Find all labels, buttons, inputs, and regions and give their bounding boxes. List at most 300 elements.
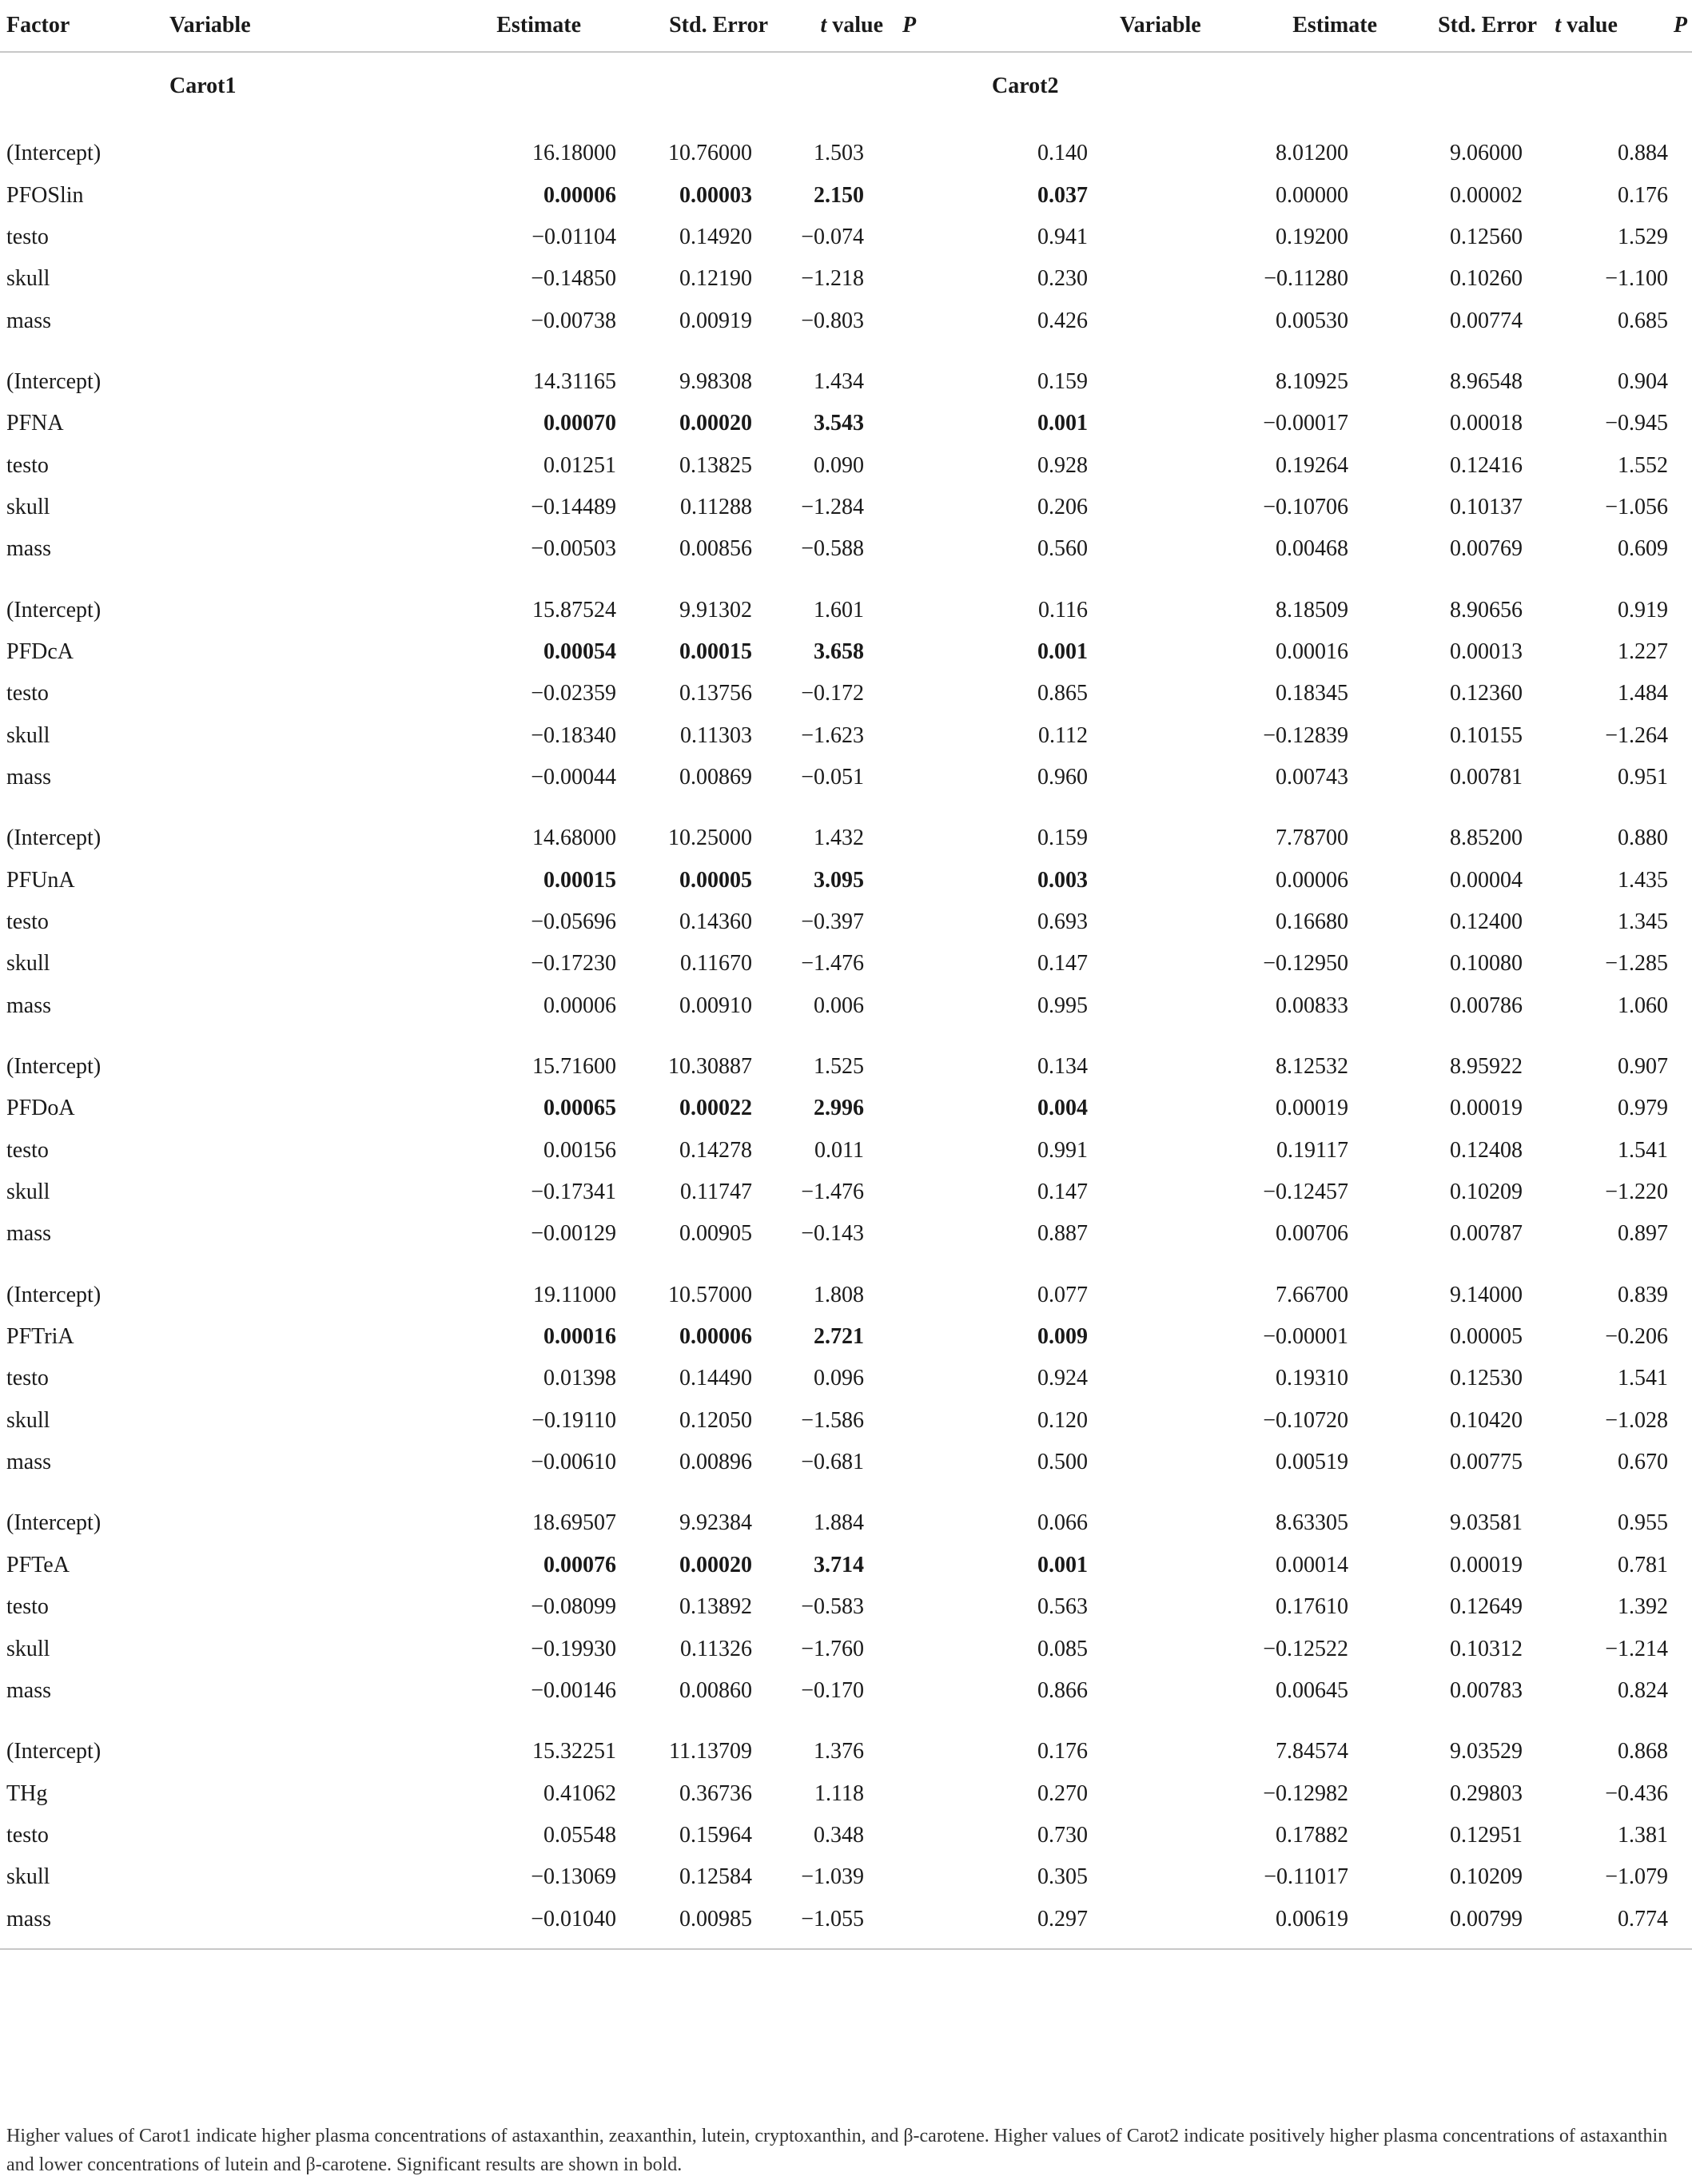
table-row — [0, 1088, 1692, 1129]
table-row — [0, 757, 1692, 798]
cell-std-error-carot2: 0.00775 — [1450, 1450, 1523, 1475]
cell-t-value-carot2: 0.951 — [1618, 764, 1669, 790]
cell-std-error-carot2: 0.10209 — [1450, 1180, 1523, 1205]
cell-variable: PFOSlin — [6, 182, 84, 208]
cell-t-value-carot2: 1.484 — [1618, 681, 1669, 706]
cell-variable: testo — [6, 224, 49, 249]
cell-estimate-carot2: −0.10706 — [1263, 494, 1349, 519]
cell-variable: PFDcA — [6, 638, 74, 664]
cell-std-error-carot1: 0.00919 — [679, 308, 753, 333]
cell-std-error-carot2: 0.00783 — [1450, 1677, 1523, 1703]
cell-std-error-carot1: 0.00910 — [679, 993, 753, 1018]
cell-variable: testo — [6, 681, 49, 706]
cell-std-error-carot2: 0.00005 — [1450, 1324, 1523, 1350]
cell-t-value-carot1: −0.583 — [801, 1594, 865, 1620]
group-header-row — [0, 52, 1692, 120]
cell-t-value-carot2: 0.685 — [1618, 308, 1669, 333]
cell-std-error-carot1: 0.00003 — [679, 182, 753, 208]
cell-variable: mass — [6, 1221, 51, 1247]
cell-estimate-carot1: −0.08099 — [531, 1594, 617, 1620]
cell-std-error-carot1: 0.14920 — [679, 224, 753, 249]
cell-variable: skull — [6, 722, 50, 748]
cell-variable: skull — [6, 494, 50, 519]
cell-std-error-carot2: 0.10137 — [1450, 494, 1523, 519]
cell-p-carot1: 0.426 — [1037, 308, 1089, 333]
cell-t-value-carot1: 1.503 — [814, 141, 865, 166]
cell-t-value-carot1: −0.170 — [801, 1677, 865, 1703]
cell-std-error-carot1: 10.30887 — [668, 1054, 753, 1080]
cell-std-error-carot1: 0.11326 — [680, 1636, 753, 1661]
cell-std-error-carot2: 0.12951 — [1450, 1822, 1523, 1848]
cell-estimate-carot2: 0.19310 — [1276, 1366, 1349, 1391]
cell-t-value-carot1: −0.803 — [801, 308, 865, 333]
cell-t-value-carot2: 1.541 — [1618, 1137, 1669, 1163]
cell-std-error-carot2: 9.14000 — [1450, 1282, 1523, 1307]
cell-t-value-carot2: 0.868 — [1618, 1739, 1669, 1764]
cell-estimate-carot2: 0.00706 — [1276, 1221, 1349, 1247]
table-footnote: Higher values of Carot1 indicate higher plasma concentrations of astaxanthin, zeaxanthin, lutein, cryptoxanthin, and β-carotene. Higher values of Carot2 indicate positively higher plasma concentrations of astaxanthin and lower concentrations of lutein and β-carotene. Significant results are shown in bold. — [6, 2126, 1668, 2175]
cell-p-carot1: 0.066 — [1037, 1510, 1089, 1536]
cell-std-error-carot1: 0.13756 — [679, 681, 753, 706]
cell-estimate-carot1: 15.71600 — [532, 1054, 617, 1080]
cell-std-error-carot2: 0.12360 — [1450, 681, 1523, 706]
cell-t-value-carot1: 1.118 — [814, 1780, 865, 1806]
cell-std-error-carot2: 0.00018 — [1450, 411, 1523, 436]
cell-estimate-carot2: 8.01200 — [1276, 141, 1349, 166]
cell-p-carot1: 0.140 — [1037, 141, 1089, 166]
table-row — [0, 444, 1692, 486]
cell-std-error-carot2: 0.10080 — [1450, 951, 1523, 977]
cell-std-error-carot1: 0.14360 — [679, 909, 753, 935]
cell-estimate-carot2: −0.11017 — [1264, 1864, 1349, 1890]
block-spacer — [0, 342, 1692, 361]
header-t-p-right: t value P — [1555, 13, 1688, 38]
cell-variable: (Intercept) — [6, 368, 102, 394]
cell-t-value-carot1: 1.884 — [814, 1510, 865, 1536]
cell-estimate-carot2: −0.00001 — [1263, 1324, 1349, 1350]
cell-estimate-carot1: −0.14489 — [531, 494, 617, 519]
cell-t-value-carot1: 3.543 — [814, 411, 865, 436]
table-row — [0, 1046, 1692, 1088]
cell-t-value-carot1: 0.348 — [814, 1822, 865, 1848]
cell-variable: mass — [6, 536, 51, 562]
cell-estimate-carot1: −0.01104 — [531, 224, 617, 249]
cell-estimate-carot1: 0.41062 — [543, 1780, 617, 1806]
cell-t-value-carot1: 1.434 — [814, 368, 865, 394]
cell-t-value-carot2: 0.839 — [1618, 1282, 1669, 1307]
cell-std-error-carot1: 0.36736 — [679, 1780, 753, 1806]
cell-p-carot1: 0.003 — [1037, 867, 1089, 893]
cell-estimate-carot1: 0.00016 — [543, 1324, 617, 1350]
cell-variable: mass — [6, 1677, 51, 1703]
cell-variable: (Intercept) — [6, 597, 102, 623]
cell-estimate-carot1: −0.19110 — [531, 1407, 617, 1433]
cell-std-error-carot2: 9.06000 — [1450, 141, 1523, 166]
cell-std-error-carot1: 0.12050 — [679, 1407, 753, 1433]
cell-t-value-carot2: −1.056 — [1605, 494, 1669, 519]
cell-estimate-carot2: 0.00000 — [1276, 182, 1349, 208]
table-row — [0, 1316, 1692, 1358]
cell-t-value-carot1: −0.588 — [801, 536, 865, 562]
cell-p-carot1: 0.991 — [1037, 1137, 1089, 1163]
cell-estimate-carot2: −0.12982 — [1263, 1780, 1349, 1806]
cell-t-value-carot2: 1.060 — [1618, 993, 1669, 1018]
header-estimate-left: Estimate — [496, 13, 582, 38]
cell-std-error-carot2: 0.10420 — [1450, 1407, 1523, 1433]
cell-p-carot1: 0.159 — [1037, 825, 1089, 851]
cell-variable: skull — [6, 1407, 50, 1433]
header-t-value-left: t value — [820, 13, 884, 38]
cell-t-value-carot1: 2.150 — [814, 182, 865, 208]
cell-std-error-carot2: 0.10209 — [1450, 1864, 1523, 1890]
cell-p-carot1: 0.004 — [1037, 1096, 1089, 1121]
cell-t-value-carot1: −1.218 — [801, 266, 865, 292]
cell-estimate-carot1: 15.87524 — [532, 597, 617, 623]
cell-estimate-carot1: −0.02359 — [531, 681, 617, 706]
block-spacer — [0, 1255, 1692, 1275]
cell-estimate-carot2: 0.00014 — [1276, 1552, 1349, 1577]
cell-std-error-carot2: 9.03581 — [1450, 1510, 1523, 1536]
cell-p-carot1: 0.147 — [1037, 951, 1089, 977]
cell-variable: PFTeA — [6, 1552, 70, 1577]
cell-std-error-carot2: 0.00781 — [1450, 764, 1523, 790]
cell-estimate-carot1: −0.14850 — [531, 266, 617, 292]
table-body — [0, 120, 1692, 1949]
header-std-error-right: Std. Error — [1438, 13, 1538, 38]
table-row — [0, 133, 1692, 174]
cell-std-error-carot1: 0.00022 — [679, 1096, 753, 1121]
table-row — [0, 1731, 1692, 1772]
cell-t-value-carot2: −1.028 — [1605, 1407, 1669, 1433]
cell-t-value-carot2: 0.904 — [1618, 368, 1669, 394]
cell-estimate-carot2: 0.16680 — [1276, 909, 1349, 935]
cell-p-carot1: 0.941 — [1037, 224, 1089, 249]
table-row — [0, 1358, 1692, 1399]
cell-estimate-carot1: 0.00006 — [543, 182, 617, 208]
header-variable-right: Variable — [1120, 13, 1201, 38]
cell-variable: testo — [6, 452, 49, 478]
cell-t-value-carot1: −1.476 — [801, 1180, 865, 1205]
cell-t-value-carot1: 0.006 — [814, 993, 865, 1018]
cell-std-error-carot1: 0.00856 — [679, 536, 753, 562]
cell-std-error-carot2: 9.03529 — [1450, 1739, 1523, 1764]
cell-t-value-carot1: 1.432 — [814, 825, 865, 851]
cell-estimate-carot1: −0.00738 — [531, 308, 617, 333]
cell-std-error-carot1: 0.11303 — [680, 722, 753, 748]
cell-std-error-carot2: 0.00787 — [1450, 1221, 1523, 1247]
table-row — [0, 1213, 1692, 1255]
cell-variable: PFTriA — [6, 1324, 74, 1350]
cell-estimate-carot2: −0.12457 — [1263, 1180, 1349, 1205]
cell-estimate-carot1: −0.01040 — [531, 1906, 617, 1931]
table-row — [0, 528, 1692, 570]
cell-std-error-carot1: 0.15964 — [679, 1822, 753, 1848]
cell-estimate-carot2: −0.11280 — [1264, 266, 1349, 292]
cell-t-value-carot1: 1.525 — [814, 1054, 865, 1080]
table-row — [0, 487, 1692, 528]
table-row — [0, 1130, 1692, 1172]
cell-std-error-carot2: 0.00786 — [1450, 993, 1523, 1018]
cell-p-carot1: 0.077 — [1037, 1282, 1089, 1307]
cell-variable: PFNA — [6, 411, 64, 436]
cell-variable: mass — [6, 993, 51, 1018]
block-spacer — [0, 120, 1692, 133]
table-row — [0, 1815, 1692, 1856]
cell-t-value-carot1: 0.011 — [814, 1137, 865, 1163]
cell-t-value-carot1: −1.760 — [801, 1636, 865, 1661]
cell-p-carot1: 0.159 — [1037, 368, 1089, 394]
cell-t-value-carot1: −1.623 — [801, 722, 865, 748]
cell-variable: THg — [6, 1780, 48, 1806]
table-row — [0, 1772, 1692, 1814]
cell-estimate-carot1: −0.00610 — [531, 1450, 617, 1475]
cell-std-error-carot1: 0.12190 — [679, 266, 753, 292]
cell-std-error-carot2: 8.85200 — [1450, 825, 1523, 851]
table-row — [0, 1628, 1692, 1669]
cell-t-value-carot2: 0.774 — [1618, 1906, 1669, 1931]
cell-estimate-carot2: 0.00833 — [1276, 993, 1349, 1018]
cell-estimate-carot1: −0.00146 — [531, 1677, 617, 1703]
cell-t-value-carot2: 0.955 — [1618, 1510, 1669, 1536]
table-row — [0, 1545, 1692, 1586]
cell-std-error-carot2: 0.12649 — [1450, 1594, 1523, 1620]
cell-estimate-carot2: 0.00743 — [1276, 764, 1349, 790]
cell-std-error-carot1: 0.00015 — [679, 638, 753, 664]
cell-p-carot1: 0.563 — [1037, 1594, 1089, 1620]
table-bottom-rule — [0, 1940, 1692, 1949]
cell-std-error-carot1: 0.00020 — [679, 1552, 753, 1577]
cell-p-carot1: 0.270 — [1037, 1780, 1089, 1806]
cell-p-carot1: 0.928 — [1037, 452, 1089, 478]
cell-p-carot1: 0.297 — [1037, 1906, 1089, 1931]
cell-estimate-carot1: 14.68000 — [532, 825, 617, 851]
table-row — [0, 1586, 1692, 1628]
cell-p-carot1: 0.500 — [1037, 1450, 1089, 1475]
cell-estimate-carot2: −0.10720 — [1263, 1407, 1349, 1433]
cell-t-value-carot2: −0.436 — [1605, 1780, 1669, 1806]
cell-estimate-carot2: 0.00006 — [1276, 867, 1349, 893]
cell-estimate-carot1: 19.11000 — [533, 1282, 617, 1307]
cell-variable: mass — [6, 308, 51, 333]
cell-estimate-carot1: 0.00156 — [543, 1137, 617, 1163]
cell-p-carot1: 0.120 — [1037, 1407, 1089, 1433]
cell-std-error-carot2: 8.96548 — [1450, 368, 1523, 394]
cell-p-carot1: 0.037 — [1037, 182, 1089, 208]
cell-estimate-carot2: 0.19264 — [1276, 452, 1349, 478]
cell-p-carot1: 0.960 — [1037, 764, 1089, 790]
cell-std-error-carot1: 10.25000 — [668, 825, 753, 851]
cell-estimate-carot1: 0.01398 — [543, 1366, 617, 1391]
cell-std-error-carot2: 0.12400 — [1450, 909, 1523, 935]
cell-std-error-carot1: 9.98308 — [679, 368, 753, 394]
cell-estimate-carot1: −0.18340 — [531, 722, 617, 748]
table-row — [0, 714, 1692, 756]
cell-t-value-carot2: 0.176 — [1618, 182, 1669, 208]
cell-variable: (Intercept) — [6, 825, 102, 851]
cell-t-value-carot2: 1.552 — [1618, 452, 1669, 478]
cell-t-value-carot1: −0.074 — [801, 224, 865, 249]
table-row — [0, 258, 1692, 300]
cell-estimate-carot2: 8.10925 — [1276, 368, 1349, 394]
cell-t-value-carot2: −1.285 — [1605, 951, 1669, 977]
cell-t-value-carot2: 0.884 — [1618, 141, 1669, 166]
cell-variable: skull — [6, 1180, 50, 1205]
cell-t-value-carot1: 3.095 — [814, 867, 865, 893]
cell-estimate-carot1: 18.69507 — [532, 1510, 617, 1536]
cell-estimate-carot1: 0.00076 — [543, 1552, 617, 1577]
cell-std-error-carot2: 0.12560 — [1450, 224, 1523, 249]
cell-variable: (Intercept) — [6, 1510, 102, 1536]
cell-estimate-carot1: 0.00006 — [543, 993, 617, 1018]
cell-t-value-carot1: −1.586 — [801, 1407, 865, 1433]
block-spacer — [0, 1483, 1692, 1502]
cell-t-value-carot1: −0.143 — [801, 1221, 865, 1247]
cell-estimate-carot2: −0.12839 — [1263, 722, 1349, 748]
block-spacer — [0, 570, 1692, 589]
cell-t-value-carot1: 0.096 — [814, 1366, 865, 1391]
block-spacer — [0, 1027, 1692, 1046]
cell-p-carot1: 0.085 — [1037, 1636, 1089, 1661]
cell-estimate-carot2: 7.66700 — [1276, 1282, 1349, 1307]
cell-t-value-carot1: 1.601 — [814, 597, 865, 623]
cell-std-error-carot2: 0.00799 — [1450, 1906, 1523, 1931]
group-label-carot2: Carot2 — [992, 52, 1564, 120]
cell-t-value-carot2: −0.945 — [1605, 411, 1669, 436]
table-row — [0, 1172, 1692, 1213]
cell-t-value-carot2: −1.100 — [1605, 266, 1669, 292]
cell-estimate-carot1: 0.01251 — [543, 452, 617, 478]
cell-estimate-carot2: 0.00519 — [1276, 1450, 1349, 1475]
cell-std-error-carot1: 0.12584 — [679, 1864, 753, 1890]
cell-t-value-carot1: −0.051 — [801, 764, 865, 790]
cell-std-error-carot1: 0.00005 — [679, 867, 753, 893]
block-spacer — [0, 798, 1692, 818]
cell-std-error-carot1: 10.76000 — [668, 141, 753, 166]
table-row — [0, 300, 1692, 341]
cell-variable: mass — [6, 764, 51, 790]
cell-estimate-carot2: −0.12522 — [1263, 1636, 1349, 1661]
cell-std-error-carot1: 0.13892 — [679, 1594, 753, 1620]
cell-variable: (Intercept) — [6, 1282, 102, 1307]
cell-std-error-carot1: 0.13825 — [679, 452, 753, 478]
cell-p-carot1: 0.147 — [1037, 1180, 1089, 1205]
cell-variable: testo — [6, 1366, 49, 1391]
cell-p-carot1: 0.001 — [1037, 638, 1089, 664]
cell-std-error-carot2: 0.00774 — [1450, 308, 1523, 333]
table-row — [0, 1442, 1692, 1483]
cell-t-value-carot2: 1.541 — [1618, 1366, 1669, 1391]
cell-t-value-carot2: −1.220 — [1605, 1180, 1669, 1205]
cell-variable: PFDoA — [6, 1096, 75, 1121]
cell-t-value-carot1: 2.721 — [814, 1324, 865, 1350]
cell-estimate-carot2: −0.00017 — [1263, 411, 1349, 436]
cell-p-carot1: 0.560 — [1037, 536, 1089, 562]
cell-estimate-carot2: 0.17610 — [1276, 1594, 1349, 1620]
table-row — [0, 1898, 1692, 1939]
cell-p-carot1: 0.009 — [1037, 1324, 1089, 1350]
cell-std-error-carot1: 0.00860 — [679, 1677, 753, 1703]
cell-estimate-carot1: 14.31165 — [533, 368, 617, 394]
cell-t-value-carot2: −1.079 — [1605, 1864, 1669, 1890]
cell-t-value-carot2: 1.227 — [1618, 638, 1669, 664]
group-label-carot1: Carot1 — [169, 52, 896, 120]
cell-estimate-carot1: 15.32251 — [532, 1739, 617, 1764]
cell-estimate-carot1: 0.00065 — [543, 1096, 617, 1121]
cell-t-value-carot1: −1.476 — [801, 951, 865, 977]
cell-p-carot1: 0.001 — [1037, 1552, 1089, 1577]
cell-std-error-carot1: 0.11670 — [680, 951, 753, 977]
cell-t-value-carot2: 0.907 — [1618, 1054, 1669, 1080]
cell-std-error-carot2: 0.12416 — [1450, 452, 1523, 478]
cell-std-error-carot2: 0.10260 — [1450, 266, 1523, 292]
cell-t-value-carot2: 1.529 — [1618, 224, 1669, 249]
cell-std-error-carot1: 0.00896 — [679, 1450, 753, 1475]
cell-variable: testo — [6, 1822, 49, 1848]
cell-p-carot1: 0.730 — [1037, 1822, 1089, 1848]
cell-variable: mass — [6, 1450, 51, 1475]
cell-std-error-carot2: 0.00769 — [1450, 536, 1523, 562]
cell-variable: PFUnA — [6, 867, 75, 893]
cell-std-error-carot1: 0.14278 — [679, 1137, 753, 1163]
header-variable-left: Variable — [169, 13, 251, 38]
cell-t-value-carot1: 0.090 — [814, 452, 865, 478]
table-row — [0, 1670, 1692, 1712]
table-row — [0, 860, 1692, 901]
cell-variable: skull — [6, 1636, 50, 1661]
table-row — [0, 403, 1692, 444]
table-row — [0, 673, 1692, 714]
table-row — [0, 174, 1692, 216]
cell-t-value-carot2: 0.609 — [1618, 536, 1669, 562]
cell-t-value-carot1: 3.658 — [814, 638, 865, 664]
cell-t-value-carot2: 0.897 — [1618, 1221, 1669, 1247]
table-row — [0, 985, 1692, 1027]
table-row — [0, 818, 1692, 859]
cell-std-error-carot2: 0.10312 — [1450, 1636, 1523, 1661]
cell-t-value-carot2: 0.979 — [1618, 1096, 1669, 1121]
cell-estimate-carot1: −0.05696 — [531, 909, 617, 935]
header-estimate-right: Estimate — [1292, 13, 1378, 38]
cell-estimate-carot1: 0.00070 — [543, 411, 617, 436]
cell-p-carot1: 0.001 — [1037, 411, 1089, 436]
cell-t-value-carot2: −1.264 — [1605, 722, 1669, 748]
cell-estimate-carot2: 7.84574 — [1276, 1739, 1349, 1764]
cell-estimate-carot2: 0.00019 — [1276, 1096, 1349, 1121]
cell-estimate-carot2: 0.19200 — [1276, 224, 1349, 249]
cell-t-value-carot2: −0.206 — [1605, 1324, 1669, 1350]
cell-p-carot1: 0.230 — [1037, 266, 1089, 292]
cell-std-error-carot2: 0.00004 — [1450, 867, 1523, 893]
cell-t-value-carot2: 1.381 — [1618, 1822, 1669, 1848]
table-row — [0, 1275, 1692, 1316]
table-row — [0, 589, 1692, 631]
table-row — [0, 901, 1692, 943]
cell-estimate-carot2: 0.18345 — [1276, 681, 1349, 706]
cell-t-value-carot2: 0.880 — [1618, 825, 1669, 851]
cell-t-value-carot1: −1.039 — [801, 1864, 865, 1890]
cell-variable: (Intercept) — [6, 1054, 102, 1080]
cell-t-value-carot2: 0.781 — [1618, 1552, 1669, 1577]
table-row — [0, 943, 1692, 985]
cell-std-error-carot1: 0.00006 — [679, 1324, 753, 1350]
cell-t-value-carot2: 1.392 — [1618, 1594, 1669, 1620]
cell-estimate-carot1: −0.13069 — [531, 1864, 617, 1890]
cell-p-carot1: 0.206 — [1037, 494, 1089, 519]
cell-variable: (Intercept) — [6, 1739, 102, 1764]
cell-std-error-carot1: 9.92384 — [679, 1510, 753, 1536]
cell-t-value-carot1: −0.172 — [801, 681, 865, 706]
cell-t-value-carot2: 0.670 — [1618, 1450, 1669, 1475]
